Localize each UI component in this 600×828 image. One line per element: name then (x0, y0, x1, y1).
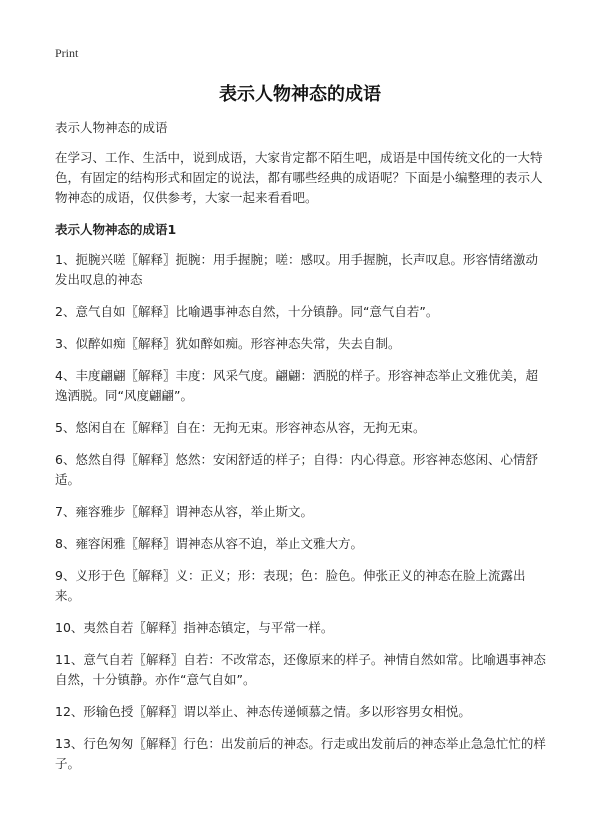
idiom-entry: 1、扼腕兴嗟〖解释〗扼腕：用手握腕；嗟：感叹。用手握腕，长声叹息。形容情绪激动发出叹息的神态 (55, 252, 538, 287)
article-subtitle: 表示人物神态的成语 (55, 120, 168, 135)
page-title: 表示人物神态的成语 (219, 84, 381, 105)
idiom-entry: 4、丰度翩翩〖解释〗丰度：风采气度。翩翩：洒脱的样子。形容神态举止文雅优美，超逸洒脱。同“风度翩翩”。 (55, 368, 538, 403)
print-link[interactable]: Print (55, 46, 79, 60)
article-body (55, 118, 550, 786)
idiom-entry: 8、雍容闲雅〖解释〗谓神态从容不迫，举止文雅大方。 (55, 536, 363, 551)
idiom-entry: 10、夷然自若〖解释〗指神态镇定，与平常一样。 (55, 620, 334, 635)
idiom-entry: 12、形输色授〖解释〗谓以举止、神态传递倾慕之情。多以形容男女相悦。 (55, 704, 471, 719)
idiom-entry: 5、悠闲自在〖解释〗自在：无拘无束。形容神态从容，无拘无束。 (55, 420, 426, 435)
idiom-entry: 11、意气自若〖解释〗自若：不改常态，还像原来的样子。神情自然如常。比喻遇事神态自然，十分镇静。亦作“意气自如”。 (55, 652, 546, 687)
idiom-entry: 2、意气自如〖解释〗比喻遇事神态自然，十分镇静。同“意气自若”。 (55, 304, 439, 319)
idiom-entry: 3、似醉如痴〖解释〗犹如醉如痴。形容神态失常，失去自制。 (55, 336, 401, 351)
idiom-entry: 13、行色匆匆〖解释〗行色：出发前后的神态。行走或出发前后的神态举止急急忙忙的样子。 (55, 736, 546, 771)
idiom-entry: 9、义形于色〖解释〗义：正义；形：表现；色：脸色。伸张正义的神态在脸上流露出来。 (55, 568, 526, 603)
idiom-entry: 6、悠然自得〖解释〗悠然：安闲舒适的样子；自得：内心得意。形容神态悠闲、心情舒适。 (55, 452, 538, 487)
idiom-entry: 7、雍容雅步〖解释〗谓神态从容，举止斯文。 (55, 504, 313, 519)
intro-paragraph: 在学习、工作、生活中，说到成语，大家肯定都不陌生吧，成语是中国传统文化的一大特色，有固定的结构形式和固定的说法，都有哪些经典的成语呢？下面是小编整理的表示人物神态的成语，仅供参考，大家一起来看看吧。 (55, 150, 543, 205)
section-heading: 表示人物神态的成语1 (55, 222, 177, 237)
